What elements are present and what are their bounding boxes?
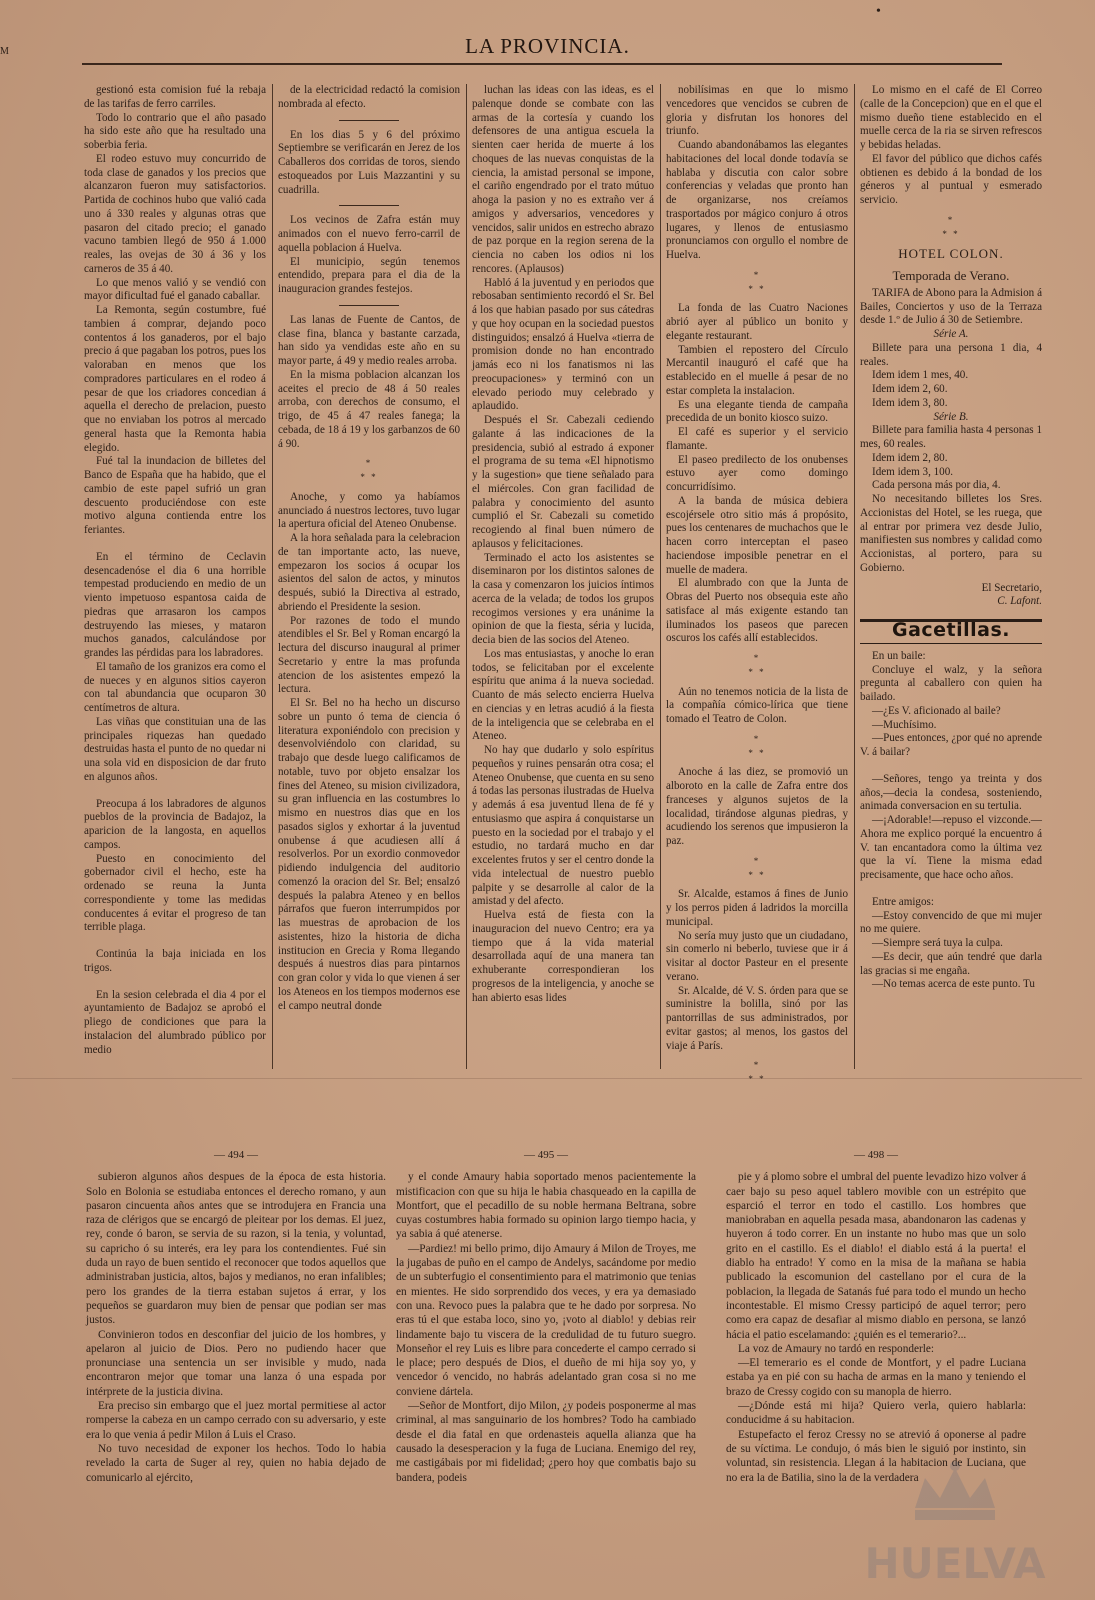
paragraph: El favor del público que dichos cafés obtienen es debido á la bondad de los géneros y al puntual y esmerado servicio. [860, 152, 1042, 206]
column-divider [854, 84, 855, 1069]
paragraph: luchan las ideas con las ideas, es el palenque donde se combate con las armas de la cortesía y cuando los defensores de una antigua escuela la sienten caer herida de muerte á los choques de las nuevas conquistas de la ciencia, la amistad personal se impone, el cariño engendrado por el trato mútuo ahoga la pasion y no es extraño ver á amigos y adversarios, vencedores y vencidos, salir unidos en estrecho abrazo de paz porque en la region serena de la ciencia no caben los odios ni los rencores. (Aplausos) [472, 84, 654, 275]
paragraph: Anoche, y como ya habíamos anunciado á nuestros lectores, tuvo lugar la apertura oficial del Ateneo Onubense. [278, 490, 460, 531]
paragraph: Los vecinos de Zafra están muy animados con el nuevo ferro-carril de aquella poblacion á Huelva. [278, 214, 460, 254]
paragraph: Estupefacto el feroz Cressy no se atrevió á oponerse al padre de su víctima. Le condujo, ó más bien le siguió por instinto, sin voluntad, sin resistencia. Llegan á la habitacion de Luciana, que no era la de Batilia, sino la de la verdadera [726, 1428, 1026, 1484]
masthead-rule [82, 63, 1002, 65]
paragraph: En un baile: [872, 649, 926, 662]
paragraph: Lo que menos valió y se vendió con mayor dificultad fué el ganado caballar. [84, 276, 266, 303]
paragraph: —El temerario es el conde de Montfort, y el padre Luciana estaba ya en pié con su hacha de armas en la mano y teniendo el brazo de Cressy cogido con su manopla de hierro. [726, 1357, 1026, 1398]
paragraph: Terminado el acto los asistentes se diseminaron por los distintos salones de la casa y comenzaron los juicios íntimos acerca de la velada; de todos los grupos recogimos versiones y era unánime la opinion de que la fiesta, séria y lucida, decia bien de las socios del Ateneo. [472, 551, 654, 646]
library-watermark [830, 1448, 1080, 1598]
paragraph: Puesto en conocimiento del gobernador civil el hecho, este ha ordenado se reuna la Junta correspondiente y tome las medidas conducentes á evitar el progreso de tan terrible plaga. [84, 852, 266, 934]
paragraph: —Es decir, que aún tendré que darla las gracias si me engaña. [860, 950, 1042, 977]
paragraph: —No temas acerca de este punto. Tu [872, 978, 1035, 991]
paragraph: El alumbrado con que la Junta de Obras del Puerto nos obsequia este año satisface al más exigente estando tan iluminados los paseos que parecen oscuros los cafés allí establecidos. [666, 577, 848, 645]
paragraph: —Pues entonces, ¿por qué no aprende V. á bailar? [860, 732, 1042, 758]
paragraph: El tamaño de los granizos era como el de nueces y en algunos sitios cayeron con tal abundancia que ocuparon 30 centímetros de altura. [84, 660, 266, 714]
season-heading: Temporada de Verano. [892, 268, 1010, 283]
paragraph: de la electricidad redactó la comision nombrada al efecto. [278, 84, 460, 110]
asterism: * * * [360, 458, 378, 482]
paragraph: No necesitando billetes los Sres. Accionistas del Hotel, se les ruega, que al entrar por primera vez desde Julio, manifiesten sus nombres y calidad como Accionistas, al portero, para su Gobierno. [860, 493, 1042, 574]
corner-mark-left: M [0, 46, 9, 57]
tariff-line: Cada persona más por dia, 4. [872, 479, 1001, 492]
paragraph: —¿Dónde está mi hija? Quiero verla, quiero hablarla: conducidme á su habitacion. [726, 1400, 1026, 1427]
paragraph: El Sr. Bel no ha hecho un discurso sobre un punto ó tema de ciencia ó literatura exponiéndolo con precision y desenvolviéndolo con claridad, su trabajo que desde luego calificamos de notable, tuvo por objeto ensalzar los fines del Ateneo, su mision civilizadora, su gran influencia en las costumbres lo mismo en nuestros dias que en los pasados siglos y exhortar á la juventud onubense á que acudiesen allí á resolverlos. Por un exordio conmovedor pidiendo indulgencia del auditorio comenzó la oracion del Sr. Bel; ensalzó después la palabra Ateneo y en bellos párrafos que fueron interrumpidos por las muestras de aprobacion de los asistentes, hizo la historia de dicha institucion en Grecia y Roma llegando después á nuestros dias para pintarnos con gran color y vida lo que vienen á ser los Ateneos en los tiempos modernos ese el campo neutral donde [278, 697, 460, 1012]
column-3 [472, 84, 654, 1074]
paragraph: A la hora señalada para la celebracion de tan importante acto, las nueve, empezaron los socios á ocupar los asientos del salon de actos, y minutos después, subió la Directiva al estrado, abriendo el Presidente la sesion. [278, 532, 460, 613]
paragraph: En la misma poblacion alcanzan los aceites el precio de 48 á 50 reales arroba, con derechos de consumo, el trigo, de 45 á 47 reales fanega; la cebada, de 18 á 19 y los garbanzos de 60 á 90. [278, 368, 460, 450]
asterism: * * * [748, 1060, 766, 1084]
tariff-line: Idem idem 1 mes, 40. [872, 369, 969, 382]
separator [339, 205, 399, 206]
separator [339, 120, 399, 121]
paragraph: y el conde Amaury habia soportado menos pacientemente la mistificacion con que su hija le habia chasqueado en la capilla de Montfort, que el pecadillo de su noble hermana Beltrana, sobre cuyas costumbres habia formado su opinion largo tiempo hacia, y ya sabia á qué atenerse. [396, 1171, 696, 1241]
paragraph: —Estoy convencido de que mi mujer no me quiere. [860, 909, 1042, 936]
tariff-line: Idem idem 3, 80. [872, 396, 948, 409]
paragraph: En el término de Ceclavin desencadenóse el dia 6 una horrible tempestad produciendo en medio de un viento impetuoso espantosa caida de piedras que arrasaron los campos destruyendo las mieses, y mataron muchos ganados, calculándose por grandes las pérdidas para los labradores. [84, 550, 266, 659]
watermark-text: HUELVA [864, 1539, 1046, 1588]
column-divider [466, 84, 467, 1069]
paragraph: nobilísimas en que lo mismo vencedores que vencidos se cubren de gloria y disfrutan los honores del triunfo. [666, 84, 848, 138]
page-number: — 498 — [854, 1149, 898, 1161]
paragraph: pie y á plomo sobre el umbral del puente levadizo hizo volver á caer bajo su peso aquel tablero movible con un estrépito que esparció el terror en todo el castillo. Los hombres que maniobraban en aquella pesada masa, abandonaron las cadenas y huyeron á todo correr. En un instante no hubo mas que un solo grito en el castillo. Es el diablo! el diablo está á la puerta! el diablo ha entrado! Y como en la misa de la mañana se habia publicado la escomunion del castellano por el cura de la poblacion, la llegada de Satanás fué para todo el mundo un hecho incontestable. El mismo Cressy participó de aquel terror; pero como era capaz de desafiar al mismo diablo en persona, se lanzó hácia el patio escelamando: ¿quién es el temerario?... [726, 1171, 1026, 1341]
paragraph: En los dias 5 y 6 del próximo Septiembre se verificarán en Jerez de los Caballeros dos corridas de toros, siendo estoqueados por Luis Mazzantini y su cuadrilla. [278, 128, 460, 196]
tariff-line: Idem idem 2, 60. [872, 383, 948, 395]
paragraph: Fué tal la inundacion de billetes del Banco de España que ha habido, que el cambio de este papel sufrió un gran descuento produciéndose con este motivo alguna contienda entre los feriantes. [84, 455, 266, 536]
paragraph: No hay que dudarlo y solo espíritus pequeños y ruines pensarán otra cosa; el Ateneo Onubense, que cuenta en su seno á todas las personas ilustradas de Huelva y además á esa juventud llena de fé y entusiasmo que aspira á conquistarse un puesto en la sociedad por el trabajo y el estudio, no tardará mucho en dar excelentes frutos y ser el centro donde la vida intelectual de nuestro pueblo palpite y se desarrolle al calor de la amistad y del afecto. [472, 744, 654, 908]
asterism: * * * [942, 214, 960, 239]
column-4 [666, 84, 848, 1084]
paragraph: —Señores, tengo ya treinta y dos años,—decia la condesa, sosteniendo, animada conversacion en su tertulia. [860, 772, 1042, 813]
paragraph: No tuvo necesidad de exponer los hechos. Todo lo habia revelado la carta de Suger al rey, quien no habia dejado de comunicarlo al ejército, [86, 1442, 386, 1484]
paragraph: A la banda de música debiera escojérsele otro sitio más á propósito, pues los centenares de muchachos que le hacen corro interceptan el paseo haciendose imposible penetrar en el muelle de madera. [666, 494, 848, 576]
masthead-title: LA PROVINCIA. [465, 34, 630, 58]
paragraph: Sr. Alcalde, dé V. S. órden para que se suministre la bolilla, sinó por las pantorrillas de sus administrados, por evitar gastos; al menos, los gastos del viaje á París. [666, 984, 848, 1052]
paragraph: Por razones de todo el mundo atendibles el Sr. Bel y Roman encargó la lectura del discurso inaugural al primer Secretario y entre la mas profunda atencion de los asistentes empezó la lectura. [278, 614, 460, 696]
corner-mark-right: • [876, 4, 881, 19]
paragraph: Aún no tenemos noticia de la lista de la compañía cómico-lírica que tiene tomado el Teatro de Colon. [666, 685, 848, 725]
column-2 [278, 84, 460, 1074]
gacetillas-header [860, 619, 1042, 644]
paragraph: Preocupa á los labradores de algunos pueblos de la provincia de Badajoz, la aparicion de la langosta, en aquellos campos. [84, 797, 266, 851]
asterism: * * * [748, 733, 766, 758]
column-1 [84, 84, 266, 1074]
paragraph: Lo mismo en el café de El Correo (calle de la Concepcion) que en el que el mismo dueño tiene establecido en el muelle cerca de la ria se sirven refrescos y bebidas heladas. [860, 84, 1042, 151]
paragraph: —Muchísimo. [872, 718, 937, 731]
tariff-text: TARIFA de Abono para la Admision á Bailes, Conciertos y uso de la Terraza desde 1.º de Julio á 30 de Setiembre. [860, 286, 1042, 327]
paragraph: En la sesion celebrada el dia 4 por el ayuntamiento de Badajoz se aprobó el pliego de condiciones que para la instalacion del alumbrado público por medio [84, 988, 266, 1056]
paragraph: Anoche á las diez, se promovió un alboroto en la calle de Zafra entre dos franceses y algunos sujetos de la localidad, tirándose algunas piedras, y acudiendo los serenos que impusieron la paz. [666, 766, 848, 847]
paragraph: Sr. Alcalde, estamos á fines de Junio y los perros piden á ladridos la morcilla municipal. [666, 888, 848, 928]
tariff-line: Billete para una persona 1 dia, 4 reales. [860, 341, 1042, 368]
secretary-label: El Secretario, [981, 581, 1042, 594]
hotel-heading: HOTEL COLON. [898, 246, 1004, 262]
paragraph: —Siempre será tuya la culpa. [872, 937, 1003, 949]
paragraph: Era preciso sin embargo que el juez mortal permitiese al actor romperse la cabeza en un campo cerrado con su adversario, y este era lo que venia á pedir Milon á Luis el Craso. [86, 1400, 386, 1441]
serial-page-498 [726, 1148, 1026, 1485]
series-a-heading: Série A. [933, 328, 969, 340]
serial-page-495 [396, 1148, 696, 1485]
tariff-line: Billete para familia hasta 4 personas 1 mes, 60 reales. [860, 424, 1042, 450]
serial-page-494 [86, 1148, 386, 1485]
gacetillas-title: Gacetillas. [891, 619, 1011, 641]
tariff-line: Idem idem 2, 80. [872, 451, 948, 464]
paragraph: Después el Sr. Cabezali cediendo galante á las indicaciones de la presidencia, subió al estrado á exponer el programa de su tema «El hipnotismo y la sugestion» que tiene señalado para el miércoles. Con gran facilidad de palabra y conocimiento del asunto cumplió el Sr. Cabezali su cometido recogiendo al final buen número de aplausos y felicitaciones. [472, 414, 654, 550]
crown-icon [915, 1461, 995, 1520]
paragraph: El rodeo estuvo muy concurrido de toda clase de ganados y los precios que alcanzaron fueron muy satisfactorios. Partida de cochinos hubo que valió cada uno á 330 reales y algunas otras que pasaron del citado precio; el ganado vacuno tambien llegó de 950 á 1.000 reales, las ovejas de 30 á 36 y los carneros de 35 á 40. [84, 152, 266, 275]
separator [339, 305, 399, 306]
paragraph: Las lanas de Fuente de Cantos, de clase fina, blanca y bastante carzada, han sido ya vendidas este año en su mayor parte, á 49 y medio reales arroba. [278, 313, 460, 367]
paragraph: —Señor de Montfort, dijo Milon, ¿y podeis posponerme al mas criminal, al mas sanguinario de los hombres? Todo ha cambiado desde el dia fatal en que ordenasteis aquella alianza que ha causado la desesperacion y la fuga de Luciana. Enemigo del rey, me castigábais por mi fidelidad; ¿pero hoy que combatis bajo su bandera, podeis [396, 1400, 696, 1484]
fold-line [12, 1078, 1082, 1079]
paragraph: El municipio, según tenemos entendido, prepara para el dia de la inauguracion grandes festejos. [278, 255, 460, 295]
paragraph: —Pardiez! mi bello primo, dijo Amaury á Milon de Troyes, me la jugabas de puño en el campo de Andelys, sacándome por medio de un subterfugio el consentimiento para el matrimonio que tenias en mientes. He sido sorprendido dos veces, y era ya demasiado con una. Revoco pues la palabra que te he dado por sorpresa. No eras tú el que estaba loco, sino yo, ¡voto al diablo! y debias reir lindamente bajo tu viscera de la credulidad de tu futuro suegro. Monseñor el rey Luis es libre para concederte el campo cerrado si le place; pero después de Dios, el dueño de mi hija soy yo, y vencedor ó vencido, no habrás adelantado gran cosa si no me conviene dártela. [396, 1242, 696, 1398]
series-b-heading: Série B. [933, 410, 969, 423]
paragraph: Cuando abandonábamos las elegantes habitaciones del local donde todavía se hablaba y discutia con calor sobre conferencias y veladas que pronto han de organizarse, nos creíamos trasportados por mágico conjuro á otros lugares, y llenos de entusiasmo pronunciamos con orgullo el nombre de Huelva. [666, 139, 848, 261]
signature: C. Lafont. [997, 595, 1042, 608]
asterism: * * * [748, 653, 766, 677]
paragraph: La fonda de las Cuatro Naciones abrió ayer al público un bonito y elegante restaurant. [666, 302, 848, 342]
paragraph: La voz de Amaury no tardó en responderle: [738, 1342, 935, 1355]
paragraph: Concluye el walz, y la señora pregunta al caballero con quien ha bailado. [860, 663, 1042, 703]
column-divider [660, 84, 661, 1069]
paragraph: —¿Es V. aficionado al baile? [872, 704, 1001, 717]
paragraph: No sería muy justo que un ciudadano, sin comerlo ni beberlo, tuviese que ir á visitar al doctor Pasteur en el presente verano. [666, 929, 848, 983]
paragraph: La Remonta, según costumbre, fué tambien á comprar, dejando poco contentos á los ganaderos, por el bajo precio á que pagaban los potros, pues los valoraban en menos que los compradores particulares en el rodeo á pesar de que los criadores concedian á aquella el derecho de prelacion, puesto que no enviaban los potros al mercado general hasta que la Remonta habia elegido. [84, 304, 266, 454]
asterism: * * * [748, 855, 766, 880]
column-divider [272, 84, 273, 1069]
paragraph: Huelva está de fiesta con la inauguracion del nuevo Centro; era ya tiempo que á la vida material desarrollada aquí de una manera tan exhuberante correspondieran los progresos de la inteligencia, y anoche se han abierto esas lides [472, 909, 654, 1004]
paragraph: El paseo predilecto de los onubenses estuvo ayer como domingo concurridísimo. [666, 453, 848, 493]
paragraph: Tambien el repostero del Círculo Mercantil inauguró el café que ha establecido en el muelle á pesar de no estar completa la instalacion. [666, 343, 848, 397]
column-5 [860, 84, 1042, 1074]
paragraph: —¡Adorable!—repuso el vizconde.—Ahora me explico porqué la encuentro á V. tan encantadora como la última vez que la ví. Tiene la misma edad precisamente, que hace ocho años. [860, 814, 1042, 881]
paragraph: Habló á la juventud y en periodos que rebosaban sentimiento recordó el Sr. Bel á los que habian pasado por sus cátedras y que hoy ocupan en la sociedad puestos distinguidos; ensalzó á Huelva «tierra de promision donde no han encontrado jamás eco ni los fanatismos ni las preocupaciones» y terminó con un elevado periodo muy celebrado y aplaudido. [472, 276, 654, 413]
paragraph: gestionó esta comision fué la rebaja de las tarifas de ferro carriles. [84, 84, 266, 110]
paragraph: Entre amigos: [872, 895, 934, 908]
paragraph: Continúa la baja iniciada en los trigos. [84, 948, 266, 974]
asterism: * * * [748, 269, 766, 294]
paragraph: Todo lo contrario que el año pasado ha sido este año que ha resultado una soberbia feria. [84, 111, 266, 151]
paragraph: Convinieron todos en desconfiar del juicio de los hombres, y apelaron al juicio de Dios. Pero no pudiendo hacer que pronunciase una sentencia un ser invisible y mudo, nada encontraron mejor que tomar una lanza ó una espada por intérprete de la justicia divina. [86, 1328, 386, 1398]
paragraph: Es una elegante tienda de campaña precedida de un bonito kiosco suizo. [666, 398, 848, 425]
paragraph: subieron algunos años despues de la época de esta historia. Solo en Bolonia se estudiaba entonces el derecho romano, y aun pasaron cincuenta años antes que se introdujera en Francia una raza de clérigos que se encargó de pleitear por los demas. El juez, rey, conde ó baron, se servia de su razon, si la tenia, y voluntad, su capricho ó su interés, era ley para los contendientes. Fué sin duda un rayo de buen sentido el reconocer que todos aquellos que administraban justicia, altos, bajos y medianos, no eran infalibles; pero los grandes de la tierra estaban sujetos á errar, y los pequeños se guardaron muy bien de pensar que podian ser mas justos. [86, 1171, 386, 1327]
page-number: — 494 — [214, 1149, 258, 1161]
page-number: — 495 — [524, 1149, 568, 1161]
paragraph: El café es superior y el servicio flamante. [666, 426, 848, 452]
paragraph: Los mas entusiastas, y anoche lo eran todos, se felicitaban por el excelente espíritu que anima á la nueva sociedad. Cuanto de más selecto encierra Huelva en ciencias y en letras acudió á la fiesta de la inteligencia que se celebraba en el Ateneo. [472, 647, 654, 743]
paragraph: Las viñas que constituian una de las principales riquezas han quedado destruidas hasta el punto de no quedar ni una sola vid en disposicion de dar fruto en algunos años. [84, 715, 266, 783]
tariff-line: Idem idem 3, 100. [872, 465, 954, 478]
